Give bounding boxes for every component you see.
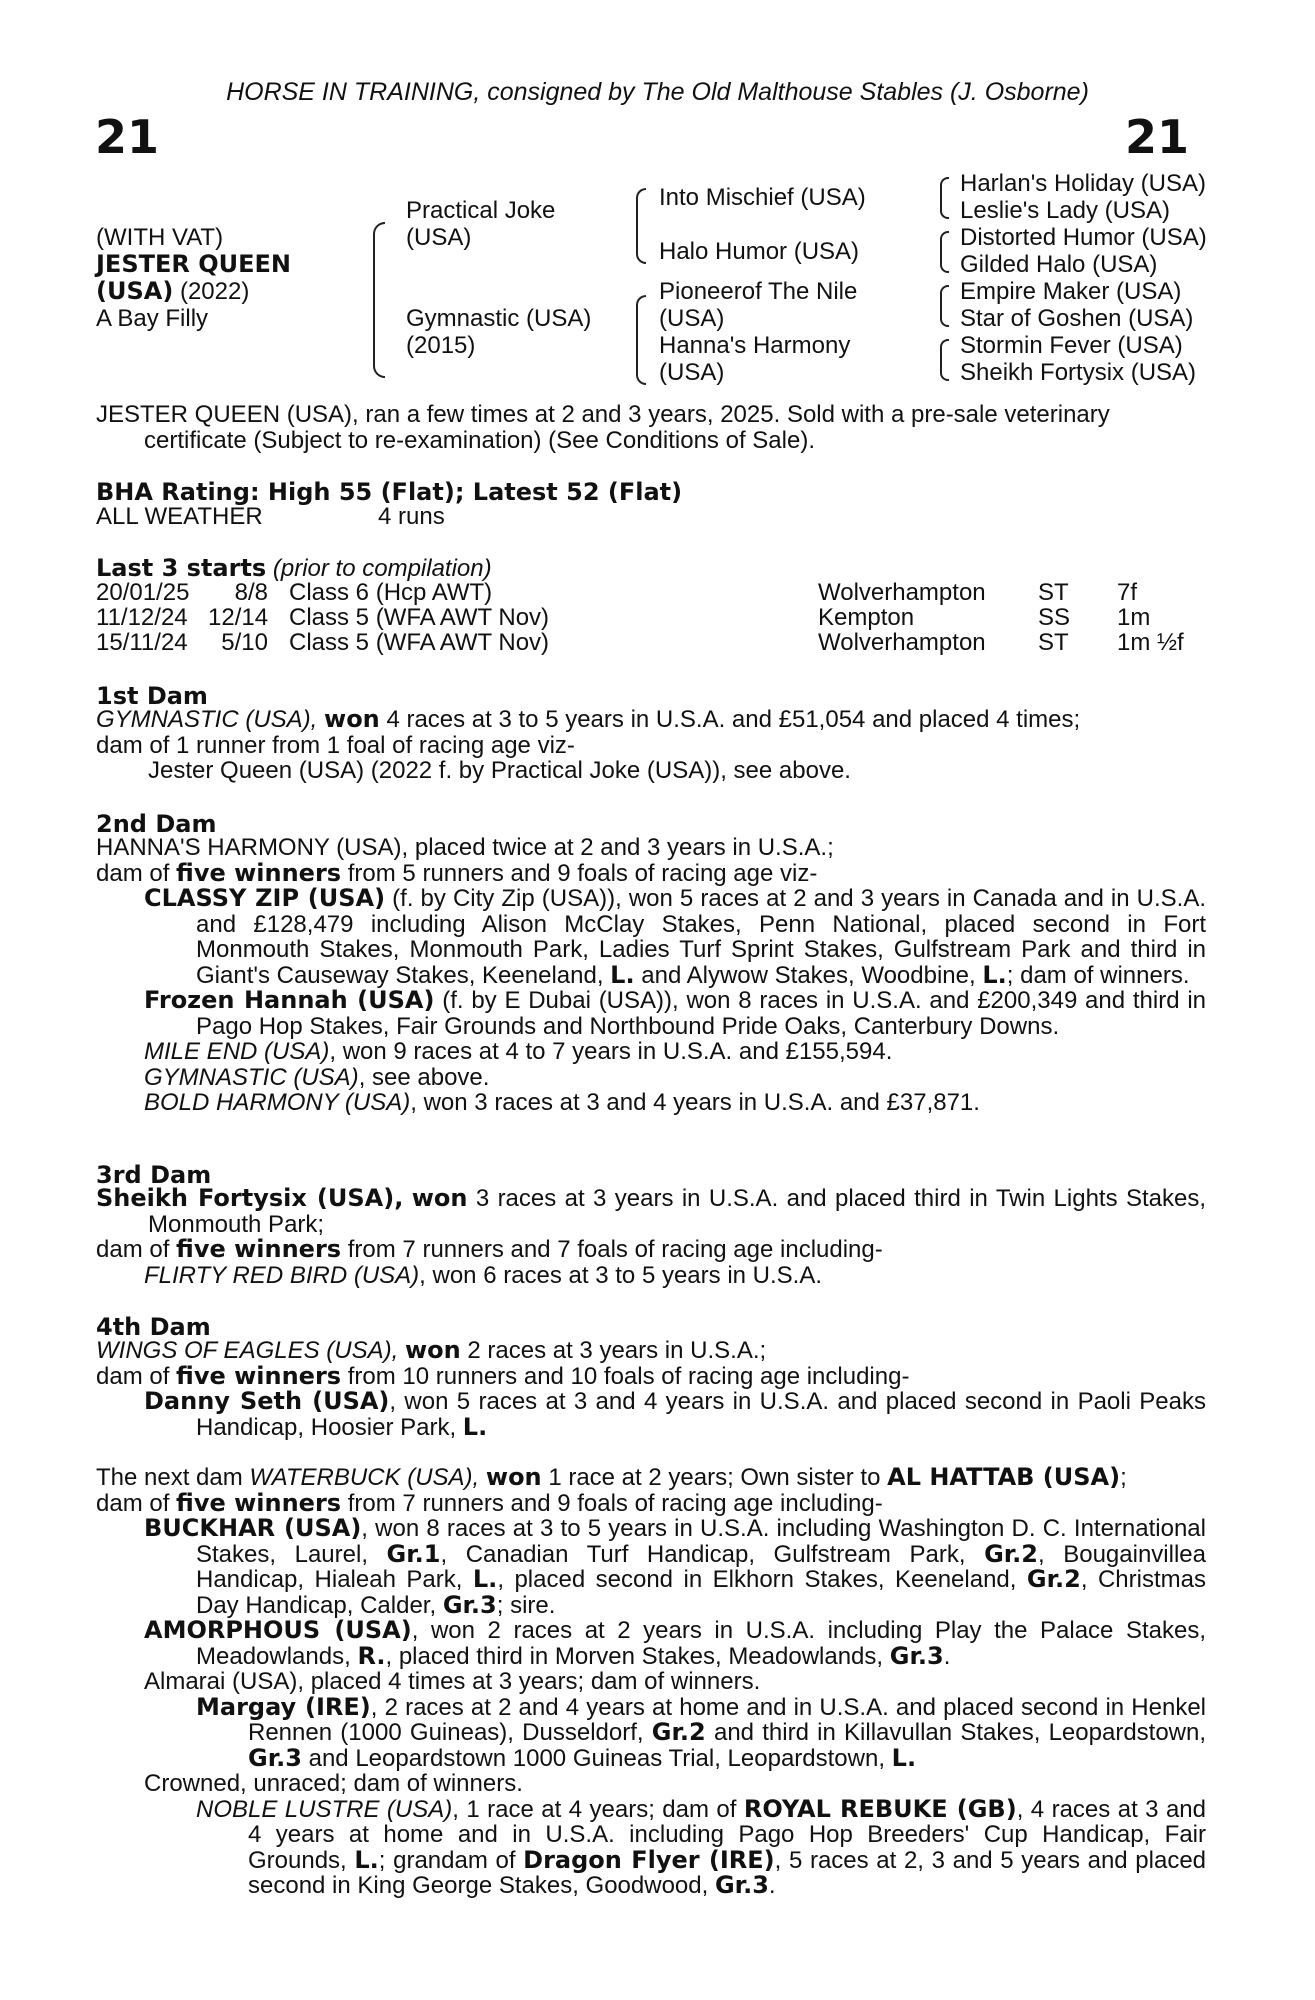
ggp-5: Empire Maker (USA) (960, 278, 1182, 305)
start-course: Kempton (818, 604, 915, 631)
second-dam-text: HANNA'S HARMONY (USA), placed twice at 2 and 3 years in U.S.A.; dam of five winners from 5 runners and 9 foals of racing age viz- CLASSY ZIP (USA) (f. by City Zip (USA)), won 5 races at 2 and 3 years in Canada and in U.S.A. and £128,479 including Alison McClay Stakes, Penn National, placed second in Fort Monmouth Stakes, Monmouth Park, Ladies Turf Sprint Stakes, Gulfstream Park and third in Giant's Causeway Stakes, Keeneland, L. and Alywow Stakes, Woodbine, L.; dam of winners. Frozen Hannah (USA) (f. by E Dubai (USA)), won 8 races in U.S.A. and £200,349 and third in Pago Hop Stakes, Fair Grounds and Northbound Pride Oaks, Canterbury Downs. MILE END (USA), won 9 races at 4 to 7 years in U.S.A. and £155,594. GYMNASTIC (USA), see above. BOLD HARMONY (USA), won 3 races at 3 and 4 years in U.S.A. and £37,871. (96, 834, 1207, 1116)
pedigree-brace-gg4 (940, 339, 949, 381)
bold-harmony-entry: BOLD HARMONY (USA), won 3 races at 3 and 4 years in U.S.A. and £37,871. (144, 1089, 980, 1116)
sire-country: (USA) (406, 224, 472, 251)
granddam-paternal: Halo Humor (USA) (659, 238, 860, 265)
dragon-flyer-name: Dragon Flyer (IRE) (523, 1845, 775, 1874)
start-course: Wolverhampton (818, 579, 986, 606)
second-dam-title: 2nd Dam (96, 810, 217, 838)
fourth-dam-title: 4th Dam (96, 1313, 211, 1341)
mile-end-entry: MILE END (USA), won 9 races at 4 to 7 years in U.S.A. and £155,594. (144, 1038, 893, 1065)
ggp-6: Star of Goshen (USA) (960, 305, 1194, 332)
start-dist: 1m (1117, 604, 1151, 631)
next-dam-name: WATERBUCK (USA), (249, 1464, 480, 1491)
fourth-dam-text: WINGS OF EAGLES (USA), won 2 races at 3 years in U.S.A.; dam of five winners from 10 runners and 10 foals of racing age including- Danny Seth (USA), won 5 races at 3 and 4 years in U.S.A. and placed second in Paoli Peaks Handicap, Hoosier Park, L. (96, 1336, 1206, 1441)
horse-name: JESTER QUEEN (96, 250, 291, 278)
vat-label: (WITH VAT) (96, 224, 224, 251)
dam-year: (2015) (406, 332, 476, 359)
classy-zip-name: CLASSY ZIP (USA) (144, 884, 386, 912)
ggp-2: Leslie's Lady (USA) (960, 197, 1170, 224)
first-dam-progeny: Jester Queen (USA) (2022 f. by Practical Joke (USA)), see above. (148, 757, 851, 784)
first-dam-title: 1st Dam (96, 682, 208, 710)
start-race: Class 6 (Hcp AWT) (289, 579, 493, 606)
almarai-entry: Almarai (USA), placed 4 times at 3 years; dam of winners. (144, 1668, 761, 1695)
ggp-7: Stormin Fever (USA) (960, 332, 1183, 359)
frozen-hannah-name: Frozen Hannah (USA) (144, 986, 435, 1014)
fourth-dam-name: WINGS OF EAGLES (USA), (96, 1337, 399, 1364)
ggp-1: Harlan's Holiday (USA) (960, 170, 1206, 197)
start-going: ST (1038, 579, 1069, 606)
horse-country-year (96, 278, 249, 305)
last-starts-subtitle: (prior to compilation) (272, 555, 492, 582)
sire-name: Practical Joke (406, 197, 556, 224)
danny-seth-entry: Danny Seth (USA), won 5 races at 3 and 4 years in U.S.A. and placed second in Paoli Peaks Handicap, Hoosier Park, L. (144, 1387, 1206, 1441)
bha-rating: BHA Rating: High 55 (Flat); Latest 52 (Flat) (96, 478, 683, 506)
rating-runs: 4 runs (378, 503, 445, 530)
second-dam-record: HANNA'S HARMONY (USA), placed twice at 2 and 3 years in U.S.A.; (96, 834, 834, 861)
amorphous-name: AMORPHOUS (USA) (144, 1616, 412, 1644)
ggp-8: Sheikh Fortysix (USA) (960, 359, 1197, 386)
start-pos: 5/10 (221, 629, 268, 656)
start-dist: 1m ½f (1117, 629, 1184, 656)
flirty-red-bird-entry: FLIRTY RED BIRD (USA), won 6 races at 3 to 5 years in U.S.A. (144, 1261, 823, 1289)
start-pos: 8/8 (234, 579, 268, 606)
granddam-maternal: Hanna's Harmony (659, 332, 851, 359)
ggp-3: Distorted Humor (USA) (960, 224, 1207, 251)
start-date: 20/01/25 (96, 579, 190, 606)
rating-surface: ALL WEATHER (96, 503, 263, 530)
lot-number-right: 21 (1125, 110, 1190, 164)
start-race: Class 5 (WFA AWT Nov) (289, 629, 550, 656)
buckhar-name: BUCKHAR (USA) (144, 1514, 362, 1542)
margay-entry: Margay (IRE), 2 races at 2 and 4 years at home and in U.S.A. and placed second in Henkel Rennen (1000 Guineas), Dusseldorf, Gr.2 and third in Killavullan Stakes, Leopardstown, Gr.3 and Leopardstown 1000 Guineas Trial, Leopardstown, L. (196, 1692, 1207, 1772)
start-pos: 12/14 (208, 604, 269, 631)
last-starts-title: Last 3 starts (96, 554, 267, 582)
first-dam-record: 4 races at 3 to 5 years in U.S.A. and £51,054 and placed 4 times; (386, 706, 1081, 733)
royal-rebuke-name: ROYAL REBUKE (GB) (743, 1794, 1017, 1823)
horse-year: (2022) (179, 278, 250, 305)
third-dam-title: 3rd Dam (96, 1161, 212, 1189)
consignor-header: HORSE IN TRAINING, consigned by The Old Malthouse Stables (J. Osborne) (226, 78, 1089, 106)
pedigree-brace-dam (636, 295, 646, 385)
amorphous-entry: AMORPHOUS (USA), won 2 races at 2 years in U.S.A. including Play the Palace Stakes, Meadowlands, R., placed third in Morven Stakes, Meadowlands, Gr.3. (144, 1616, 1207, 1670)
frozen-hannah-entry: Frozen Hannah (USA) (f. by E Dubai (USA)), won 8 races in U.S.A. and £200,349 and third in Pago Hop Stakes, Fair Grounds and Northbound Pride Oaks, Canterbury Downs. (144, 986, 1207, 1040)
al-hattab-name: AL HATTAB (USA) (887, 1463, 1121, 1491)
crowned-entry: Crowned, unraced; dam of winners. (144, 1770, 523, 1797)
start-race: Class 5 (WFA AWT Nov) (289, 604, 550, 631)
summary-line-2: certificate (Subject to re-examination) (See Conditions of Sale). (144, 427, 815, 454)
buckhar-entry: BUCKHAR (USA), won 8 races at 3 to 5 years in U.S.A. including Washington D. C. International Stakes, Laurel, Gr.1, Canadian Turf Handicap, Gulfstream Park, Gr.2, Bougainvillea Handicap, Hialeah Park, L., placed second in Elkhorn Stakes, Keeneland, Gr.2, Christmas Day Handicap, Calder, Gr.3; sire. (144, 1514, 1206, 1619)
summary-line-1: JESTER QUEEN (USA), ran a few times at 2 and 3 years, 2025. Sold with a pre-sale veterinary (96, 401, 1110, 428)
dam-name: Gymnastic (USA) (406, 305, 592, 332)
pedigree-brace-main (373, 222, 385, 378)
start-date: 11/12/24 (96, 604, 188, 631)
pedigree-brace-gg3 (940, 285, 949, 327)
first-dam-won: won (324, 705, 380, 733)
start-course: Wolverhampton (818, 629, 986, 656)
classy-zip-entry: CLASSY ZIP (USA) (f. by City Zip (USA)), won 5 races at 2 and 3 years in Canada and in U.S.A. and £128,479 including Alison McClay Stakes, Penn National, placed second in Fort Monmouth Stakes, Monmouth Park, Ladies Turf Sprint Stakes, Gulfstream Park and third in Giant's Causeway Stakes, Keeneland, L. and Alywow Stakes, Woodbine, L.; dam of winners. (144, 884, 1206, 989)
horse-description: A Bay Filly (96, 305, 209, 332)
third-dam-name: Sheikh Fortysix (USA), (96, 1184, 404, 1212)
horse-country: (USA) (96, 277, 174, 305)
third-dam-text: Sheikh Fortysix (USA), won 3 races at 3 years in U.S.A. and placed third in Twin Lights Stakes, Monmouth Park; dam of five winners from 7 runners and 7 foals of racing age including- FLIRTY RED BIRD (USA), won 6 races at 3 to 5 years in U.S.A. (96, 1184, 1207, 1289)
first-dam-text (96, 707, 1206, 784)
start-date: 15/11/24 (96, 629, 188, 656)
ggp-4: Gilded Halo (USA) (960, 251, 1158, 278)
start-going: ST (1038, 629, 1069, 656)
granddam-maternal-country: (USA) (659, 359, 725, 386)
grandsire-maternal: Pioneerof The Nile (659, 278, 858, 305)
next-dam-text: The next dam WATERBUCK (USA), won 1 race at 2 years; Own sister to AL HATTAB (USA); dam of five winners from 7 runners and 9 foals of racing age including- BUCKHAR (USA), won 8 races at 3 to 5 years in U.S.A. including Washington D. C. International Stakes, Laurel, Gr.1, Canadian Turf Handicap, Gulfstream Park, Gr.2, Bougainvillea Handicap, Hialeah Park, L., placed second in Elkhorn Stakes, Keeneland, Gr.2, Christmas Day Handicap, Calder, Gr.3; sire. AMORPHOUS (USA), won 2 races at 2 years in U.S.A. including Play the Palace Stakes, Meadowlands, R., placed third in Morven Stakes, Meadowlands, Gr.3. Almarai (USA), placed 4 times at 3 years; dam of winners. Margay (IRE), 2 races at 2 and 4 years at home and in U.S.A. and placed second in Henkel Rennen (1000 Guineas), Dusseldorf, Gr.2 and third in Killavullan Stakes, Leopardstown, Gr.3 and Leopardstown 1000 Guineas Trial, Leopardstown, L. Crowned, unraced; dam of winners. NOBLE LUSTRE (USA), 1 race at 4 years; dam of ROYAL REBUKE (GB), 4 races at 3 and 4 years at home and in U.S.A. including Pago Hop Breeders' Cup Handicap, Fair Grounds, L.; grandam of Dragon Flyer (IRE), 5 races at 2, 3 and 5 years and placed second in King George Stakes, Goodwood, Gr.3. (96, 1463, 1207, 1899)
second-dam-winners: five winners (176, 858, 342, 887)
noble-lustre-entry: NOBLE LUSTRE (USA), 1 race at 4 years; dam of ROYAL REBUKE (GB), 4 races at 3 and 4 years at home and in U.S.A. including Pago Hop Breeders' Cup Handicap, Fair Grounds, L.; grandam of Dragon Flyer (IRE), 5 races at 2, 3 and 5 years and placed second in King George Stakes, Goodwood, Gr.3. (196, 1794, 1207, 1899)
start-dist: 7f (1117, 579, 1138, 606)
first-dam-produce: dam of 1 runner from 1 foal of racing age viz- (96, 731, 575, 759)
grandsire-paternal: Into Mischief (USA) (659, 184, 866, 211)
lot-number-left: 21 (95, 110, 160, 164)
pedigree-brace-gg2 (940, 231, 949, 273)
grandsire-maternal-country: (USA) (659, 305, 725, 332)
pedigree-brace-sire (636, 188, 646, 264)
pedigree-brace-gg1 (940, 177, 949, 219)
margay-name: Margay (IRE) (196, 1692, 371, 1721)
first-dam-name: GYMNASTIC (USA), (96, 706, 318, 733)
start-going: SS (1038, 604, 1071, 631)
gymnastic-entry: GYMNASTIC (USA), see above. (144, 1063, 490, 1091)
danny-seth-name: Danny Seth (USA) (144, 1387, 390, 1415)
